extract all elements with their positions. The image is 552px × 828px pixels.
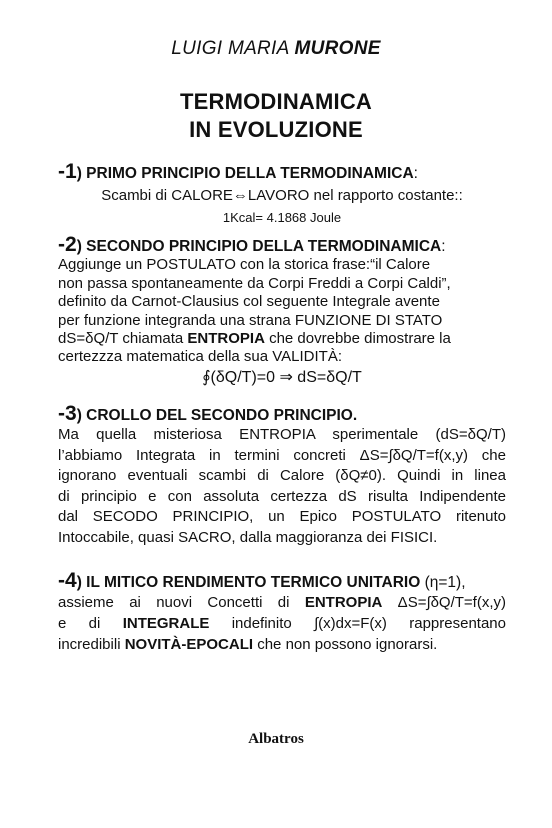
- section-4-line-1-c: ΔS=∫δQ/T=f(x,y): [382, 594, 506, 612]
- section-2-title: ) SECONDO PRINCIPIO DELLA TERMODINAMICA: [76, 238, 442, 255]
- section-2-line-1: Aggiunge un POSTULATO con la storica frase:“il Calore: [58, 256, 431, 274]
- section-3-number: -3: [58, 402, 77, 425]
- section-3-line-4: di principio e con assoluta certezza dS risulta Indipendente: [58, 487, 506, 505]
- section-2: [58, 233, 506, 387]
- entropia-bold: ENTROPIA: [187, 330, 265, 348]
- section-2-line-5: [58, 330, 506, 348]
- section-3-line-2: l’abbiamo Integrata in termini concreti ΔS=∫δQ/T=f(x,y) che: [58, 446, 506, 464]
- section-4-line-2-c: indefinito ∫(x)dx=F(x) rappresentano: [209, 615, 506, 633]
- section-4-eta: (η=1),: [420, 574, 466, 591]
- section-2-line-2: non passa spontaneamente da Corpi Freddi a Corpi Caldi”,: [58, 274, 451, 292]
- section-4-line-1: [58, 592, 506, 613]
- section-4-line-2-a: e di: [58, 615, 123, 633]
- novita-bold: NOVITÀ-EPOCALI: [124, 636, 254, 654]
- section-4-line-3-a: incredibili: [58, 636, 125, 654]
- publisher-logo: Albatros: [248, 731, 304, 747]
- section-4-line-3-c: che non possono ignorarsi.: [253, 636, 438, 654]
- section-3-line-3: ignorano eventuali scambi di Calore (δQ≠0). Quindi in linea: [58, 467, 506, 485]
- section-4-number: -4: [58, 569, 77, 592]
- integrale-bold: INTEGRALE: [122, 615, 210, 633]
- entropia-bold-2: ENTROPIA: [304, 594, 383, 612]
- section-1-title: ) PRIMO PRINCIPIO DELLA TERMODINAMICA: [76, 165, 414, 182]
- section-4-line-3: [58, 634, 506, 655]
- title-line-2: IN EVOLUZIONE: [189, 117, 363, 142]
- section-3-line-5: dal SECODO PRINCIPIO, un Epico POSTULATO ritenuto: [58, 508, 506, 526]
- section-4-line-2: [58, 613, 506, 634]
- section-2-line-5-a: dS=δQ/T chiamata: [58, 330, 188, 348]
- section-4-line-1-a: assieme ai nuovi Concetti di: [58, 594, 305, 612]
- author-last-name: MURONE: [294, 38, 381, 59]
- section-2-line-4: per funzione integranda una strana FUNZIONE DI STATO: [58, 311, 443, 329]
- section-2-line-6: certezzza matematica della sua VALIDITÀ:: [58, 348, 343, 366]
- section-1-heading: [58, 160, 506, 183]
- section-4-heading: [58, 569, 506, 592]
- section-2-line-5-c: che dovrebbe dimostrare la: [264, 330, 451, 348]
- section-1-line-1: Scambi di CALORE⇔LAVORO nel rapporto costante::: [101, 187, 463, 205]
- title-line-1: TERMODINAMICA: [179, 89, 373, 114]
- section-2-colon: :: [441, 238, 446, 255]
- section-3-heading: [58, 402, 506, 425]
- section-4: [58, 569, 506, 655]
- section-1-colon: :: [413, 165, 418, 182]
- section-3-line-1: Ma quella misteriosa ENTROPIA sperimentale (dS=δQ/T): [58, 426, 506, 444]
- section-2-number: -2: [58, 233, 77, 256]
- section-4-title: ) IL MITICO RENDIMENTO TERMICO UNITARIO: [76, 574, 421, 591]
- section-1-line-2: 1Kcal= 4.1868 Joule: [222, 209, 342, 225]
- clausius-formula: ∮(δQ/T)=0 ⇒ dS=δQ/T: [202, 368, 362, 386]
- section-2-line-3: definito da Carnot-Clausius col seguente Integrale avente: [58, 293, 440, 311]
- section-3-title: ) CROLLO DEL SECONDO PRINCIPIO.: [76, 407, 358, 424]
- section-2-heading: [58, 233, 506, 256]
- section-1-number: -1: [58, 160, 77, 183]
- book-title: [0, 88, 552, 144]
- section-3: [58, 402, 506, 548]
- section-3-line-6: Intoccabile, quasi SACRO, dalla maggioranza dei FISICI.: [58, 528, 438, 546]
- author-first-name: LUIGI MARIA: [171, 38, 289, 59]
- author-name: [0, 38, 552, 60]
- section-1: [58, 160, 506, 227]
